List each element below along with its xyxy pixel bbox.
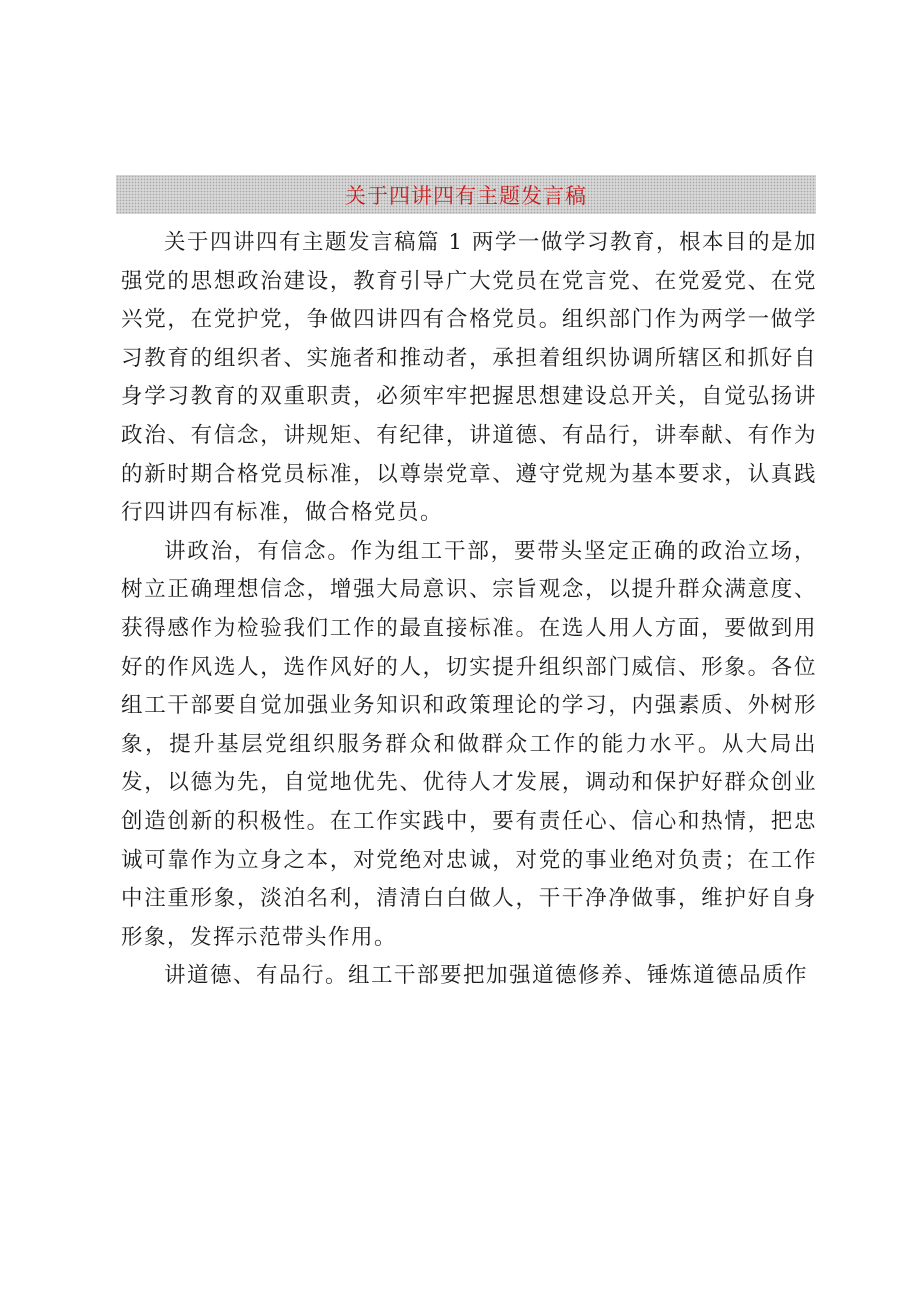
paragraph-intro: 关于四讲四有主题发言稿篇 1 两学一做学习教育，根本目的是加强党的思想政治建设，教育引导广大党员在党言党、在党爱党、在党兴党，在党护党，争做四讲四有合格党员。组织部门作为两学一做学习教育的组织者、实施者和推动者，承担着组织协调所辖区和抓好自身学习教育的双重职责，必须牢牢把握思想建设总开关，自觉弘扬讲政治、有信念，讲规矩、有纪律，讲道德、有品行，讲奉献、有作为的新时期合格党员标准，以尊崇党章、遵守党规为基本要求，认真践行四讲四有标准，做合格党员。 xyxy=(121,230,817,526)
document-body xyxy=(121,224,817,996)
title-banner xyxy=(116,175,816,214)
paragraph-morality: 讲道德、有品行。组工干部要把加强道德修养、锤炼道德品质作 xyxy=(164,963,809,989)
document-title: 关于四讲四有主题发言稿 xyxy=(345,183,587,208)
paragraph-politics: 讲政治，有信念。作为组工干部，要带头坚定正确的政治立场，树立正确理想信念，增强大局意识、宗旨观念，以提升群众满意度、获得感作为检验我们工作的最直接标准。在选人用人方面，要做到用好的作风选人，选作风好的人，切实提升组织部门威信、形象。各位组工干部要自觉加强业务知识和政策理论的学习，内强素质、外树形象，提升基层党组织服务群众和做群众工作的能力水平。从大局出发，以德为先，自觉地优先、优待人才发展，调动和保护好群众创业创造创新的积极性。在工作实践中，要有责任心、信心和热情，把忠诚可靠作为立身之本，对党绝对忠诚，对党的事业绝对负责；在工作中注重形象，淡泊名利，清清白白做人，干干净净做事，维护好自身形象，发挥示范带头作用。 xyxy=(121,538,817,950)
